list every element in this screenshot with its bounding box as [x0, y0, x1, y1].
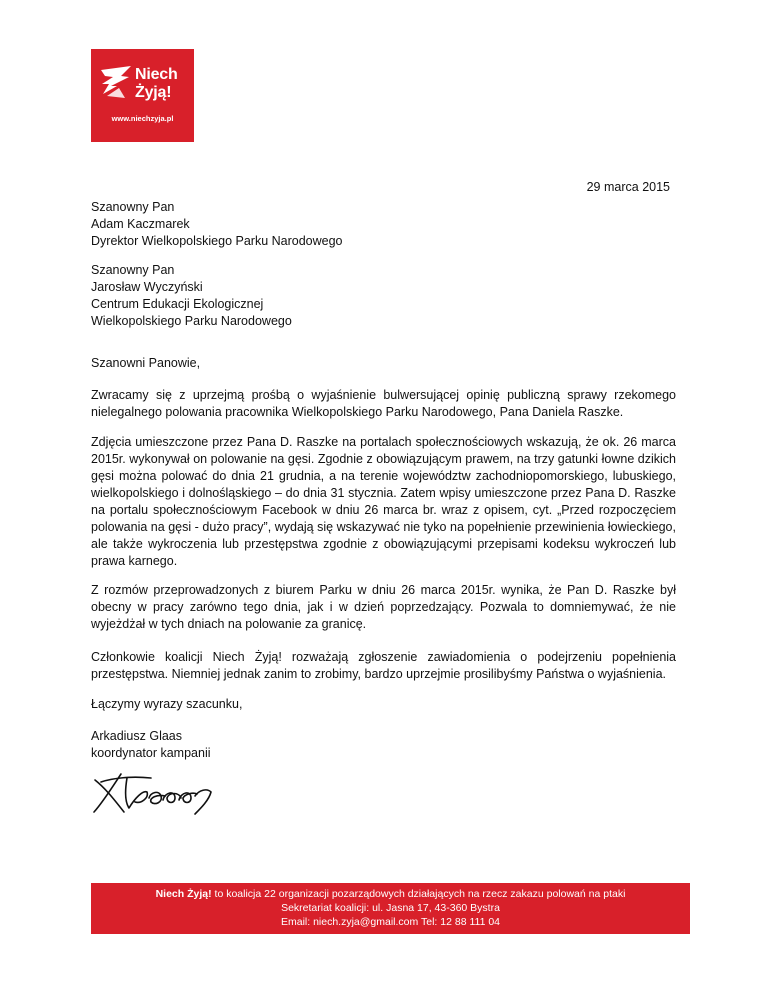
footer-line-2: Sekretariat koalicji: ul. Jasna 17, 43-360 Bystra [281, 902, 500, 914]
footer-line-1-text: to koalicja 22 organizacji pozarządowych działających na rzecz zakazu polowań na ptaki [211, 888, 626, 900]
bird-logo-icon [99, 64, 133, 100]
recipient-address-2 [91, 262, 676, 330]
recipient-line: Dyrektor Wielkopolskiego Parku Narodowego [91, 234, 343, 248]
recipient-line: Szanowny Pan [91, 200, 175, 214]
letter-date: 29 marca 2015 [586, 180, 670, 194]
recipient-line: Wielkopolskiego Parku Narodowego [91, 314, 292, 328]
logo-url[interactable]: www.niechzyja.pl [111, 114, 174, 123]
recipient-address-1 [91, 199, 676, 250]
footer-bar [91, 883, 690, 934]
recipient-line: Centrum Edukacji Ekologicznej [91, 297, 264, 311]
logo [91, 49, 194, 142]
closing: Łączymy wyrazy szacunku, [91, 697, 243, 711]
recipient-line: Adam Kaczmarek [91, 217, 190, 231]
footer-line-3[interactable]: Email: niech.zyja@gmail.com Tel: 12 88 111 04 [280, 916, 501, 928]
footer-line-1 [91, 887, 690, 901]
logo-name-line2: Żyją! [135, 84, 172, 101]
recipient-line: Szanowny Pan [91, 263, 175, 277]
logo-name-line1: Niech [135, 66, 178, 83]
recipient-line: Jarosław Wyczyński [91, 280, 203, 294]
signer-name: Arkadiusz Glaas [91, 729, 183, 743]
signer-title: koordynator kampanii [91, 746, 211, 760]
greeting: Szanowni Panowie, [91, 356, 201, 370]
signer-block [91, 728, 676, 762]
body-paragraph-3: Z rozmów przeprowadzonych z biurem Parku w dniu 26 marca 2015r. wynika, że Pan D. Raszke był obecny w pracy zarówno tego dnia, jak i w dzień poprzedzający. Pozwala to domniemywać, że nie wyjeżdżał w tych dniach na polowanie za granicę. [91, 583, 676, 631]
footer-org-name: Niech Żyją! [155, 888, 212, 900]
body-paragraph-1: Zwracamy się z uprzejmą prośbą o wyjaśnienie bulwersującej opinię publiczną sprawy rzekomego nielegalnego polowania pracownika Wielkopolskiego Parku Narodowego, Pana Daniela Raszke. [91, 388, 676, 419]
body-paragraph-4: Członkowie koalicji Niech Żyją! rozważają zgłoszenie zawiadomienia o podejrzeniu popełnienia przestępstwa. Niemniej jednak zanim to zrobimy, bardzo uprzejmie prosilibyśmy Państwa o wyjaśnienia. [91, 650, 676, 681]
body-paragraph-2: Zdjęcia umieszczone przez Pana D. Raszke na portalach społecznościowych wskazują, że ok. 26 marca 2015r. wykonywał on polowanie na gęsi. Zgodnie z obowiązującym prawem, na trzy gatunki łowne dzikich gęsi można polować do dnia 21 grudnia, a na terenie województw zachodniopomorskiego, lubuskiego, wielkopolskiego i dolnośląskiego – do dnia 31 stycznia. Zatem wpisy umieszczone przez Pana D. Raszke na portalu społecznościowym Facebook w dniu 26 marca br. wraz z opisem, cyt. „Przed rozpoczęciem polowania na gęsi - dużo pracy”, wydają się wskazywać nie tyko na popełnienie przewinienia łowieckiego, ale także wykroczenia lub przestępstwa zgodnie z obowiązującymi przepisami kodeksu wykroczeń lub prawa karnego. [91, 435, 676, 568]
handwritten-signature [91, 768, 216, 816]
